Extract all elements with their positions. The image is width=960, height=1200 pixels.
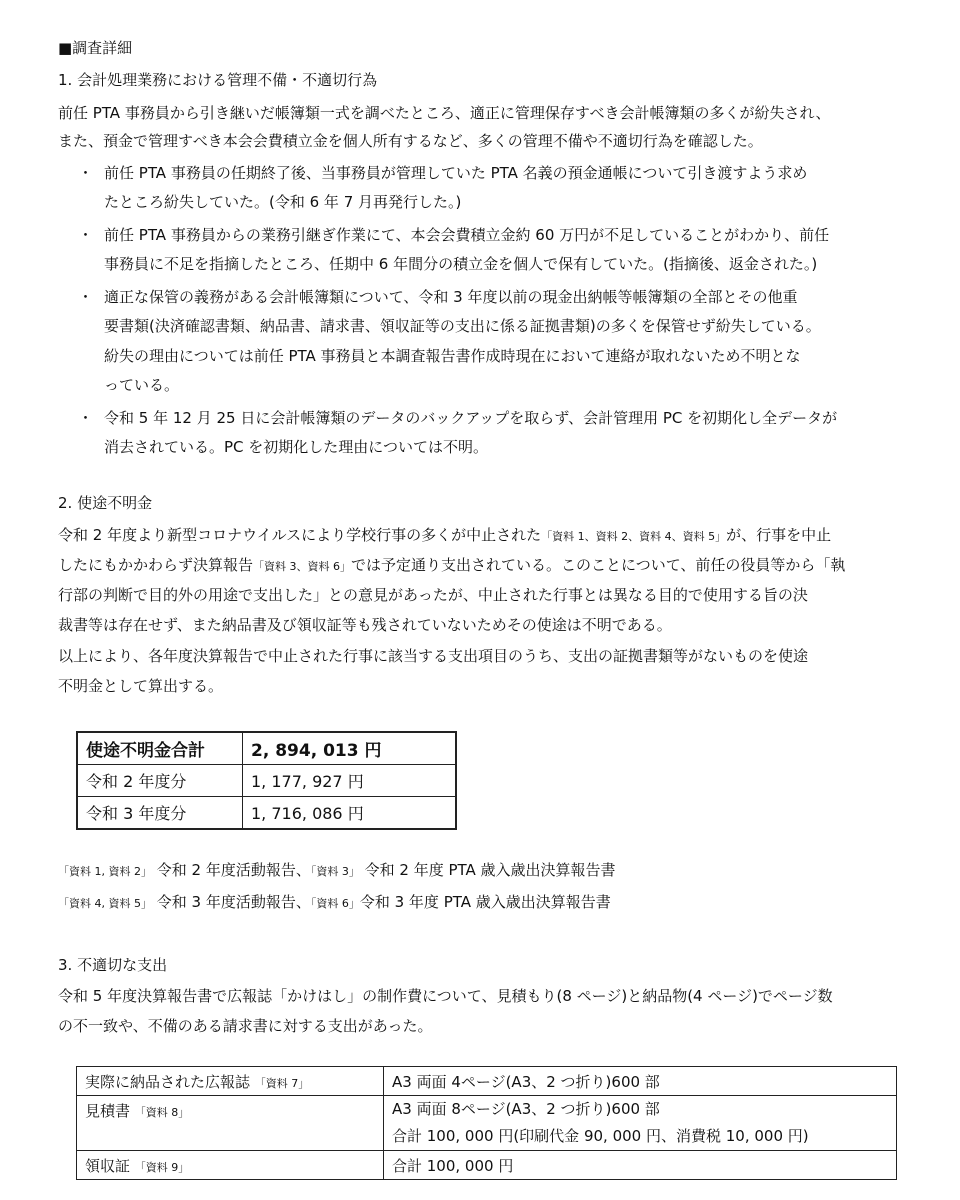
section3-paragraph-line: 令和 5 年度決算報告書で広報誌「かけはし」の制作費について、見積もり(8 ページ)と納品物(4 ページ)でページ数 bbox=[58, 987, 833, 1005]
section1-intro-line: 前任 PTA 事務員から引き継いだ帳簿類一式を調べたところ、適正に管理保存すべき会計帳簿類の多くが紛失され、 bbox=[58, 104, 831, 122]
bullet-marker: ・ bbox=[78, 226, 94, 244]
table-row bbox=[77, 765, 456, 797]
text-span: 令和 2 年度 PTA 歳入歳出決算報告書 bbox=[359, 861, 616, 879]
text-span: 令和 2 年度より新型コロナウイルスにより学校行事の多くが中止された bbox=[58, 526, 542, 544]
section1-intro-line: また、預金で管理すべき本会会費積立金を個人所有するなど、多くの管理不備や不適切行為を確認した。 bbox=[58, 132, 763, 150]
bullet-marker: ・ bbox=[78, 288, 94, 306]
improper-expenditure-table bbox=[76, 1066, 897, 1180]
reference-note: 「資料 8」 bbox=[134, 1106, 190, 1119]
section2-paragraph-line: 以上により、各年度決算報告で中止された行事に該当する支出項目のうち、支出の証拠書類等がないものを使途 bbox=[58, 647, 809, 665]
reference-note: 「資料 9」 bbox=[134, 1160, 190, 1174]
text-span: 実際に納品された広報誌 bbox=[85, 1072, 255, 1091]
reference-note: 「資料 1, 資料 2」 bbox=[58, 865, 152, 878]
bullet-marker: ・ bbox=[78, 164, 94, 182]
table-cell-label: 使途不明金合計 bbox=[77, 732, 243, 765]
bullet-marker: ・ bbox=[78, 409, 94, 427]
bullet-text: 令和 5 年 12 月 25 日に会計帳簿類のデータのバックアップを取らず、会計管理用 PC を初期化し全データが bbox=[104, 409, 838, 427]
bullet-text: 要書類(決済確認書類、納品書、請求書、領収証等の支出に係る証拠書類)の多くを保管せず紛失している。 bbox=[104, 317, 821, 335]
table-row bbox=[77, 1067, 897, 1096]
text-span: 令和 3 年度 PTA 歳入歳出決算報告書 bbox=[359, 893, 611, 911]
table-cell-value: A3 両面 4ページ(A3、2 つ折り)600 部 bbox=[384, 1067, 897, 1096]
bullet-text: 適正な保管の義務がある会計帳簿類について、令和 3 年度以前の現金出納帳等帳簿類の全部とその他重 bbox=[104, 288, 798, 306]
table-cell-value: 1, 177, 927 円 bbox=[243, 765, 457, 797]
text-span: 合計 100, 000 円(印刷代金 90, 000 円、消費税 10, 000 円) bbox=[392, 1127, 809, 1145]
table-cell-value: 合計 100, 000 円 bbox=[384, 1151, 897, 1180]
text-span: 見積書 bbox=[85, 1102, 135, 1120]
reference-note: 「資料 3、資料 6」 bbox=[253, 560, 352, 573]
reference-note: 「資料 6」 bbox=[310, 897, 360, 910]
bullet-text: 前任 PTA 事務員からの業務引継ぎ作業にて、本会会費積立金約 60 万円が不足していることがわかり、前任 bbox=[104, 226, 830, 244]
bullet-text: 前任 PTA 事務員の任期終了後、当事務員が管理していた PTA 名義の預金通帳について引き渡すよう求め bbox=[104, 164, 808, 182]
table-cell-label bbox=[77, 1096, 384, 1151]
section3-title: 3. 不適切な支出 bbox=[58, 956, 168, 974]
table-row bbox=[77, 732, 456, 765]
section-heading: ■調査詳細 bbox=[58, 39, 133, 57]
table-cell-label: 令和 2 年度分 bbox=[77, 765, 243, 797]
text-span: が、行事を中止 bbox=[726, 526, 832, 544]
text-span: 令和 2 年度活動報告、 bbox=[151, 861, 311, 879]
section2-paragraph-line bbox=[58, 555, 845, 577]
bullet-text: っている。 bbox=[104, 376, 180, 394]
table-row bbox=[77, 1151, 897, 1180]
section2-paragraph-line bbox=[58, 525, 831, 547]
bullet-text: 紛失の理由については前任 PTA 事務員と本調査報告書作成時現在において連絡が取れないため不明とな bbox=[104, 347, 801, 365]
table-cell-value: 2, 894, 013 円 bbox=[243, 732, 457, 765]
table-row bbox=[77, 1096, 897, 1151]
section2-paragraph-line: 行部の判断で目的外の用途で支出した」との意見があったが、中止された行事とは異なる目的で使用する旨の決 bbox=[58, 586, 808, 604]
section2-title: 2. 使途不明金 bbox=[58, 494, 153, 512]
section2-paragraph-line: 裁書等は存在せず、また納品書及び領収証等も残されていないためその使途は不明である。 bbox=[58, 616, 672, 634]
bullet-text: たところ紛失していた。(令和 6 年 7 月再発行した。) bbox=[104, 193, 462, 211]
reference-note: 「資料 3」 bbox=[310, 865, 360, 878]
bullet-text: 消去されている。PC を初期化した理由については不明。 bbox=[104, 438, 488, 456]
table-cell-value: 1, 716, 086 円 bbox=[243, 797, 457, 830]
text-span: では予定通り支出されている。このことについて、前任の役員等から「執 bbox=[351, 556, 846, 574]
text-span: A3 両面 8ページ(A3、2 つ折り)600 部 bbox=[392, 1100, 660, 1118]
text-span: 領収証 bbox=[85, 1156, 135, 1175]
text-span: 令和 3 年度活動報告、 bbox=[151, 893, 311, 911]
table-cell-label bbox=[77, 1067, 384, 1096]
reference-line bbox=[58, 860, 616, 882]
section3-paragraph-line: の不一致や、不備のある請求書に対する支出があった。 bbox=[58, 1017, 433, 1035]
bullet-text: 事務員に不足を指摘したところ、任期中 6 年間分の積立金を個人で保有していた。(指摘後、返金された。) bbox=[104, 255, 818, 273]
reference-note: 「資料 7」 bbox=[254, 1076, 310, 1090]
text-span: したにもかかわらず決算報告 bbox=[58, 556, 254, 574]
table-cell-label: 令和 3 年度分 bbox=[77, 797, 243, 830]
table-row bbox=[77, 797, 456, 830]
table-cell-value bbox=[384, 1096, 897, 1151]
reference-line bbox=[58, 892, 611, 914]
section1-title: 1. 会計処理業務における管理不備・不適切行為 bbox=[58, 71, 378, 89]
unaccounted-funds-table bbox=[76, 731, 457, 830]
table-cell-label bbox=[77, 1151, 384, 1180]
section2-paragraph-line: 不明金として算出する。 bbox=[58, 677, 224, 695]
reference-note: 「資料 1、資料 2、資料 4、資料 5」 bbox=[541, 530, 727, 543]
reference-note: 「資料 4, 資料 5」 bbox=[58, 897, 152, 910]
